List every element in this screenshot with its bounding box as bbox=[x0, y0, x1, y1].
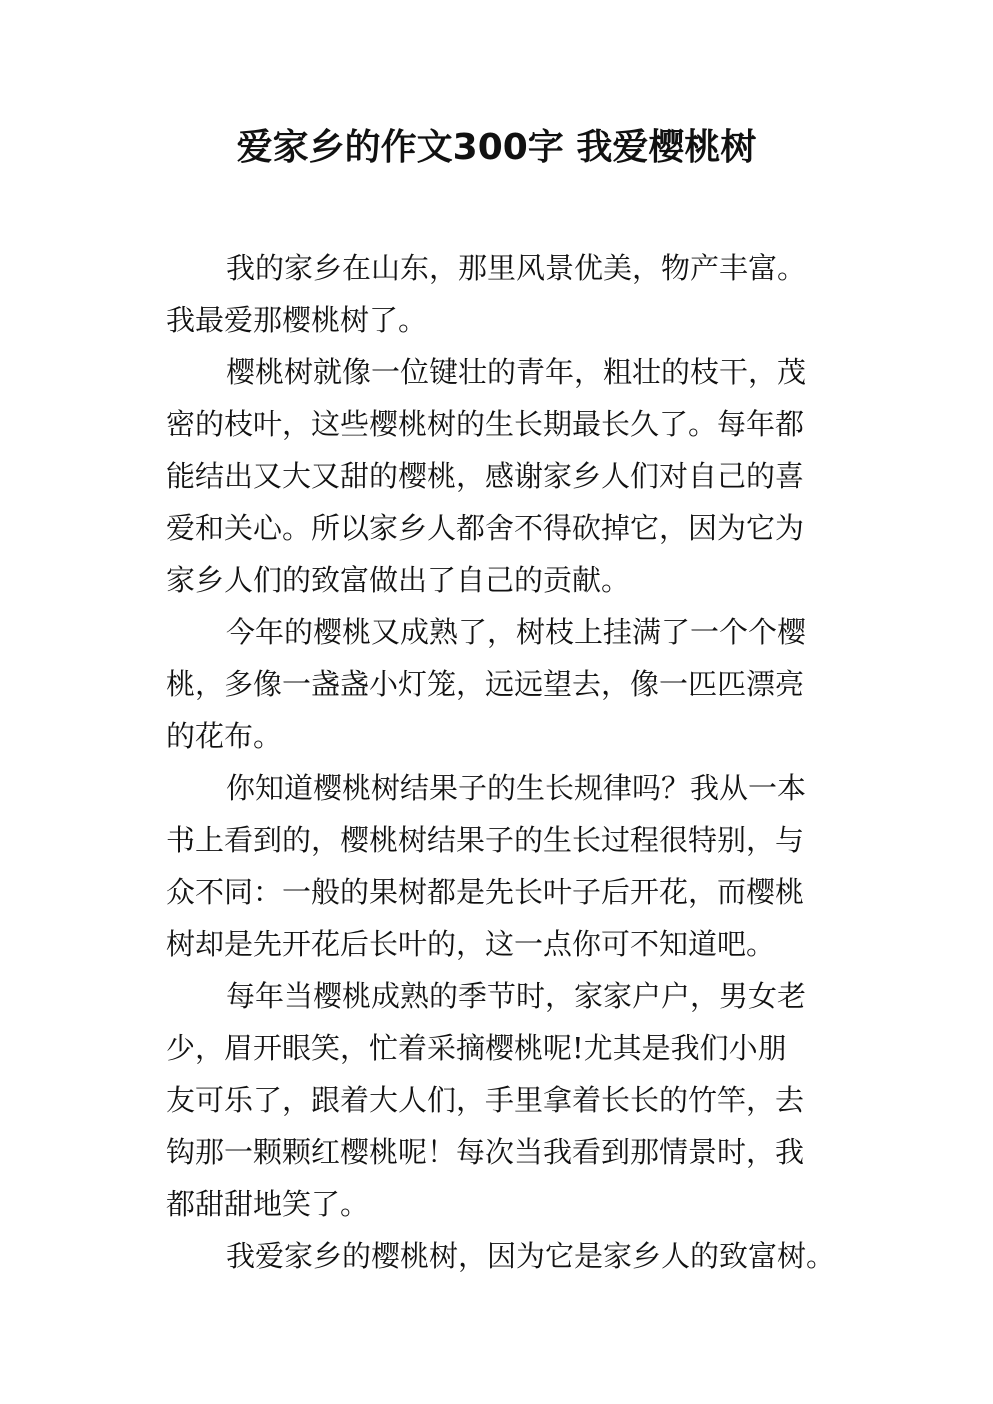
paragraph-line: 少，眉开眼笑，忙着采摘樱桃呢!尤其是我们小朋 bbox=[166, 1031, 787, 1065]
paragraph-3 bbox=[166, 606, 846, 762]
paragraph-line: 我最爱那樱桃树了。 bbox=[166, 303, 428, 337]
paragraph-1 bbox=[166, 242, 846, 346]
paragraph-2 bbox=[166, 346, 846, 606]
paragraph-line: 家乡人们的致富做出了自己的贡献。 bbox=[166, 563, 631, 597]
paragraph-line: 钩那一颗颗红樱桃呢！每次当我看到那情景时，我 bbox=[166, 1135, 805, 1169]
document-body bbox=[166, 242, 846, 1282]
paragraph-line: 友可乐了，跟着大人们，手里拿着长长的竹竿，去 bbox=[166, 1083, 805, 1117]
paragraph-line: 樱桃树就像一位键壮的青年，粗壮的枝干，茂 bbox=[226, 355, 807, 389]
paragraph-line: 今年的樱桃又成熟了，树枝上挂满了一个个樱 bbox=[226, 615, 807, 649]
paragraph-line: 树却是先开花后长叶的，这一点你可不知道吧。 bbox=[166, 927, 776, 961]
document-title: 爱家乡的作文300字 我爱樱桃树 bbox=[236, 127, 757, 168]
paragraph-line: 你知道樱桃树结果子的生长规律吗？我从一本 bbox=[226, 771, 807, 805]
paragraph-5 bbox=[166, 970, 846, 1230]
paragraph-line: 每年当樱桃成熟的季节时，家家户户，男女老 bbox=[226, 979, 807, 1013]
paragraph-line: 都甜甜地笑了。 bbox=[166, 1187, 370, 1221]
paragraph-line: 我的家乡在山东，那里风景优美，物产丰富。 bbox=[226, 251, 807, 285]
paragraph-line: 桃，多像一盏盏小灯笼，远远望去，像一匹匹漂亮 bbox=[166, 667, 805, 701]
paragraph-6 bbox=[166, 1230, 846, 1282]
paragraph-4 bbox=[166, 762, 846, 970]
paragraph-line: 爱和关心。所以家乡人都舍不得砍掉它，因为它为 bbox=[166, 511, 805, 545]
paragraph-line: 书上看到的，樱桃树结果子的生长过程很特别，与 bbox=[166, 823, 805, 857]
paragraph-line: 能结出又大又甜的樱桃，感谢家乡人们对自己的喜 bbox=[166, 459, 805, 493]
paragraph-line: 众不同：一般的果树都是先长叶子后开花，而樱桃 bbox=[166, 875, 805, 909]
paragraph-line: 密的枝叶，这些樱桃树的生长期最长久了。每年都 bbox=[166, 407, 805, 441]
paragraph-line: 的花布。 bbox=[166, 719, 283, 753]
paragraph-line: 我爱家乡的樱桃树，因为它是家乡人的致富树。 bbox=[226, 1239, 836, 1273]
